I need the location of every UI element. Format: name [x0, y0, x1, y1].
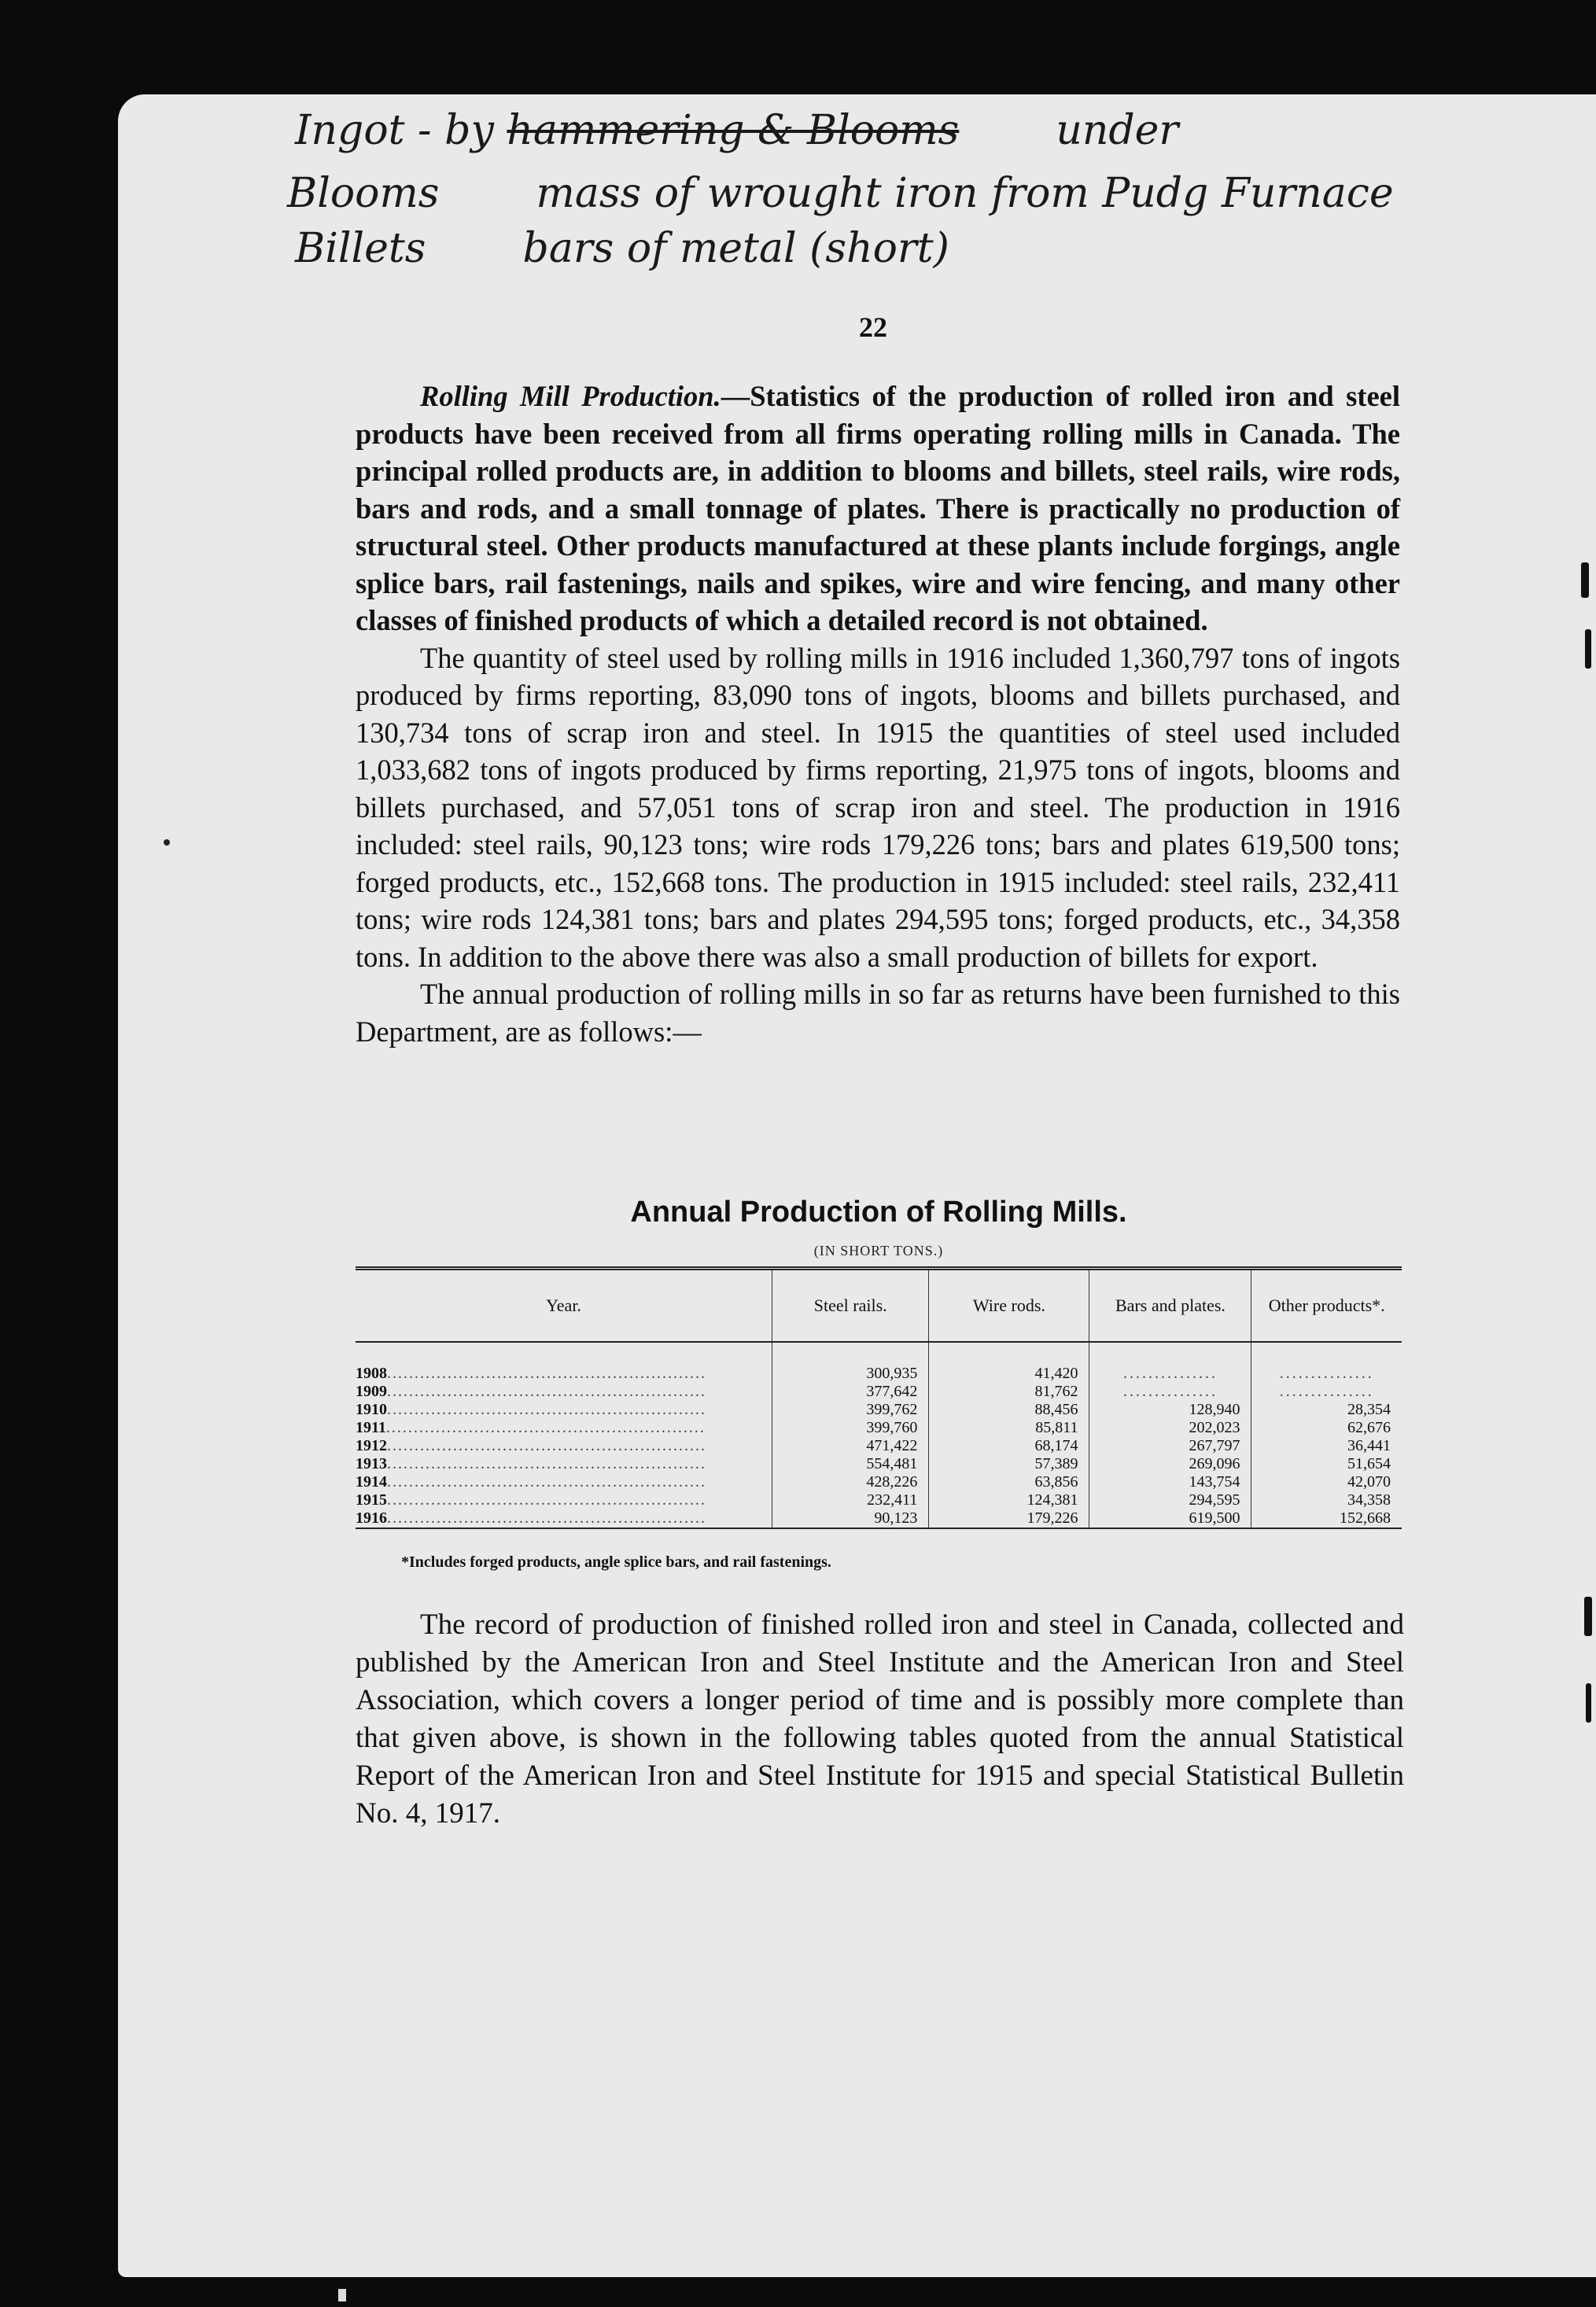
- paragraph-2: The quantity of steel used by rolling mills in 1916 included 1,360,797 tons of ingots produced by firms reporting, 83,090 tons of ingots, blooms and billets purchased, and 130,734 tons of scrap iron and steel. In 1915 the quantities of steel used included 1,033,682 tons of ingots produced by firms reporting, 21,975 tons of ingots, blooms and billets purchased, and 57,051 tons of scrap iron and steel. The production in 1916 included: steel rails, 90,123 tons; wire rods 179,226 tons; bars and plates 619,500 tons; forged products, etc., 152,668 tons. The production in 1915 included: steel rails, 232,411 tons; wire rods 124,381 tons; bars and plates 294,595 tons; forged products, etc., 34,358 tons. In addition to the above there was also a small production of billets for export.: [356, 641, 1400, 973]
- runin-heading: Rolling Mill Production.: [420, 380, 721, 412]
- year-label: 1913: [356, 1455, 387, 1472]
- cell-year: [356, 1491, 772, 1509]
- cell-other-products: 36,441: [1251, 1437, 1402, 1455]
- handwritten-line-blooms: [287, 170, 1394, 217]
- edge-mark: [1584, 1597, 1592, 1636]
- cell-bars-plates: ...............: [1089, 1342, 1251, 1383]
- leader-dots: ..........................................................: [387, 1509, 706, 1527]
- table-row: [356, 1342, 1402, 1383]
- leader-dots: ..........................................................: [387, 1473, 706, 1491]
- cell-wire-rods: 88,456: [929, 1401, 1089, 1419]
- cell-other-products: 152,668: [1251, 1509, 1402, 1528]
- table-row: [356, 1401, 1402, 1419]
- leader-dots: ..........................................................: [387, 1365, 706, 1382]
- table-subtitle: (IN SHORT TONS.): [813, 1243, 944, 1259]
- cell-steel-rails: 232,411: [772, 1491, 929, 1509]
- cell-other-products: 34,358: [1251, 1491, 1402, 1509]
- leader-dots: ..........................................................: [385, 1419, 706, 1436]
- cell-bars-plates: 143,754: [1089, 1473, 1251, 1491]
- page-number: 22: [859, 311, 887, 343]
- cell-year: [356, 1342, 772, 1383]
- year-label: 1915: [356, 1491, 387, 1509]
- cell-other-products: ...............: [1251, 1383, 1402, 1401]
- cell-other-products: ...............: [1251, 1342, 1402, 1383]
- edge-mark: [1581, 562, 1589, 598]
- cell-wire-rods: 63,856: [929, 1473, 1089, 1491]
- handwritten-blooms-label: Blooms: [287, 170, 440, 217]
- table-title: Annual Production of Rolling Mills.: [630, 1196, 1127, 1229]
- handwritten-billets-definition: bars of metal (short): [522, 225, 949, 272]
- year-label: 1912: [356, 1437, 387, 1454]
- cell-year: [356, 1455, 772, 1473]
- cell-other-products: 28,354: [1251, 1401, 1402, 1419]
- table-footnote: *Includes forged products, angle splice bars, and rail fastenings.: [401, 1553, 831, 1571]
- cell-wire-rods: 179,226: [929, 1509, 1089, 1528]
- table-row: [356, 1473, 1402, 1491]
- year-label: 1908: [356, 1365, 387, 1382]
- cell-year: [356, 1437, 772, 1455]
- cell-wire-rods: 81,762: [929, 1383, 1089, 1401]
- year-label: 1910: [356, 1401, 387, 1418]
- cell-wire-rods: 124,381: [929, 1491, 1089, 1509]
- cell-bars-plates: 267,797: [1089, 1437, 1251, 1455]
- header-other-products: Other products*.: [1251, 1269, 1402, 1343]
- table-body: [356, 1342, 1402, 1528]
- cell-bars-plates: 202,023: [1089, 1419, 1251, 1437]
- header-year: Year.: [356, 1269, 772, 1343]
- cell-year: [356, 1383, 772, 1401]
- header-steel-rails: Steel rails.: [772, 1269, 929, 1343]
- cell-steel-rails: 300,935: [772, 1342, 929, 1383]
- cell-year: [356, 1509, 772, 1528]
- cell-steel-rails: 377,642: [772, 1383, 929, 1401]
- year-label: 1909: [356, 1383, 387, 1400]
- cell-other-products: 62,676: [1251, 1419, 1402, 1437]
- paragraph-1: [356, 378, 1400, 639]
- cell-bars-plates: ...............: [1089, 1383, 1251, 1401]
- cell-steel-rails: 428,226: [772, 1473, 929, 1491]
- cell-wire-rods: 68,174: [929, 1437, 1089, 1455]
- handwritten-line-ingot: [295, 107, 1179, 154]
- edge-mark: [1585, 629, 1591, 669]
- leader-dots: ..........................................................: [387, 1437, 706, 1454]
- leader-dots: ..........................................................: [387, 1491, 706, 1509]
- paragraph-3: The annual production of rolling mills in so far as returns have been furnished to this Department, are as follows:—: [356, 978, 1400, 1048]
- leader-dots: ..........................................................: [387, 1401, 706, 1418]
- cell-wire-rods: 57,389: [929, 1455, 1089, 1473]
- table-row: [356, 1455, 1402, 1473]
- cell-other-products: 51,654: [1251, 1455, 1402, 1473]
- handwritten-ingot-label: Ingot - by: [295, 107, 494, 154]
- table-row: [356, 1383, 1402, 1401]
- closing-text: [356, 1606, 1404, 1833]
- production-table: [356, 1266, 1402, 1529]
- handwritten-under-text: under: [1056, 107, 1179, 154]
- handwritten-blooms-definition: mass of wrought iron from Pudg Furnace: [536, 170, 1394, 217]
- year-label: 1914: [356, 1473, 387, 1491]
- edge-mark: [1586, 1683, 1591, 1723]
- margin-speck: [164, 839, 170, 846]
- paragraph-1-text: —Statistics of the production of rolled iron and steel products have been received from all firms operating rolling mills in Canada. The principal rolled products are, in addition to blooms and billets, steel rails, wire rods, bars and rods, and a small tonnage of plates. There is practically no production of structural steel. Other products manufactured at these plants include forgings, angle splice bars, rail fastenings, nails and spikes, wire and wire fencing, and many other classes of finished products of which a detailed record is not obtained.: [356, 380, 1400, 636]
- handwritten-line-billets: [295, 225, 949, 272]
- header-wire-rods: Wire rods.: [929, 1269, 1089, 1343]
- cell-wire-rods: 85,811: [929, 1419, 1089, 1437]
- cell-bars-plates: 128,940: [1089, 1401, 1251, 1419]
- header-bars-plates: Bars and plates.: [1089, 1269, 1251, 1343]
- cell-steel-rails: 399,762: [772, 1401, 929, 1419]
- cell-steel-rails: 554,481: [772, 1455, 929, 1473]
- year-label: 1916: [356, 1509, 387, 1527]
- cell-bars-plates: 294,595: [1089, 1491, 1251, 1509]
- table-row: [356, 1419, 1402, 1437]
- handwritten-struck-text: hammering & Blooms: [507, 107, 960, 154]
- cell-other-products: 42,070: [1251, 1473, 1402, 1491]
- leader-dots: ..........................................................: [387, 1383, 706, 1400]
- year-label: 1911: [356, 1419, 386, 1436]
- cell-year: [356, 1401, 772, 1419]
- handwritten-billets-label: Billets: [295, 225, 426, 272]
- table-row: [356, 1491, 1402, 1509]
- cell-year: [356, 1473, 772, 1491]
- body-text: [356, 378, 1400, 1050]
- table-header-row: [356, 1269, 1402, 1343]
- cell-wire-rods: 41,420: [929, 1342, 1089, 1383]
- cell-steel-rails: 399,760: [772, 1419, 929, 1437]
- cell-bars-plates: 269,096: [1089, 1455, 1251, 1473]
- cell-steel-rails: 471,422: [772, 1437, 929, 1455]
- cell-year: [356, 1419, 772, 1437]
- paragraph-4: The record of production of finished rolled iron and steel in Canada, collected and published by the American Iron and Steel Institute and the American Iron and Steel Association, which covers a longer period of time and is possibly more complete than that given above, is shown in the following tables quoted from the annual Statistical Report of the American Iron and Steel Institute for 1915 and special Statistical Bulletin No. 4, 1917.: [356, 1609, 1404, 1830]
- table-row: [356, 1509, 1402, 1528]
- table-row: [356, 1437, 1402, 1455]
- cell-bars-plates: 619,500: [1089, 1509, 1251, 1528]
- leader-dots: ..........................................................: [387, 1455, 706, 1472]
- bottom-speck: [338, 2289, 346, 2301]
- cell-steel-rails: 90,123: [772, 1509, 929, 1528]
